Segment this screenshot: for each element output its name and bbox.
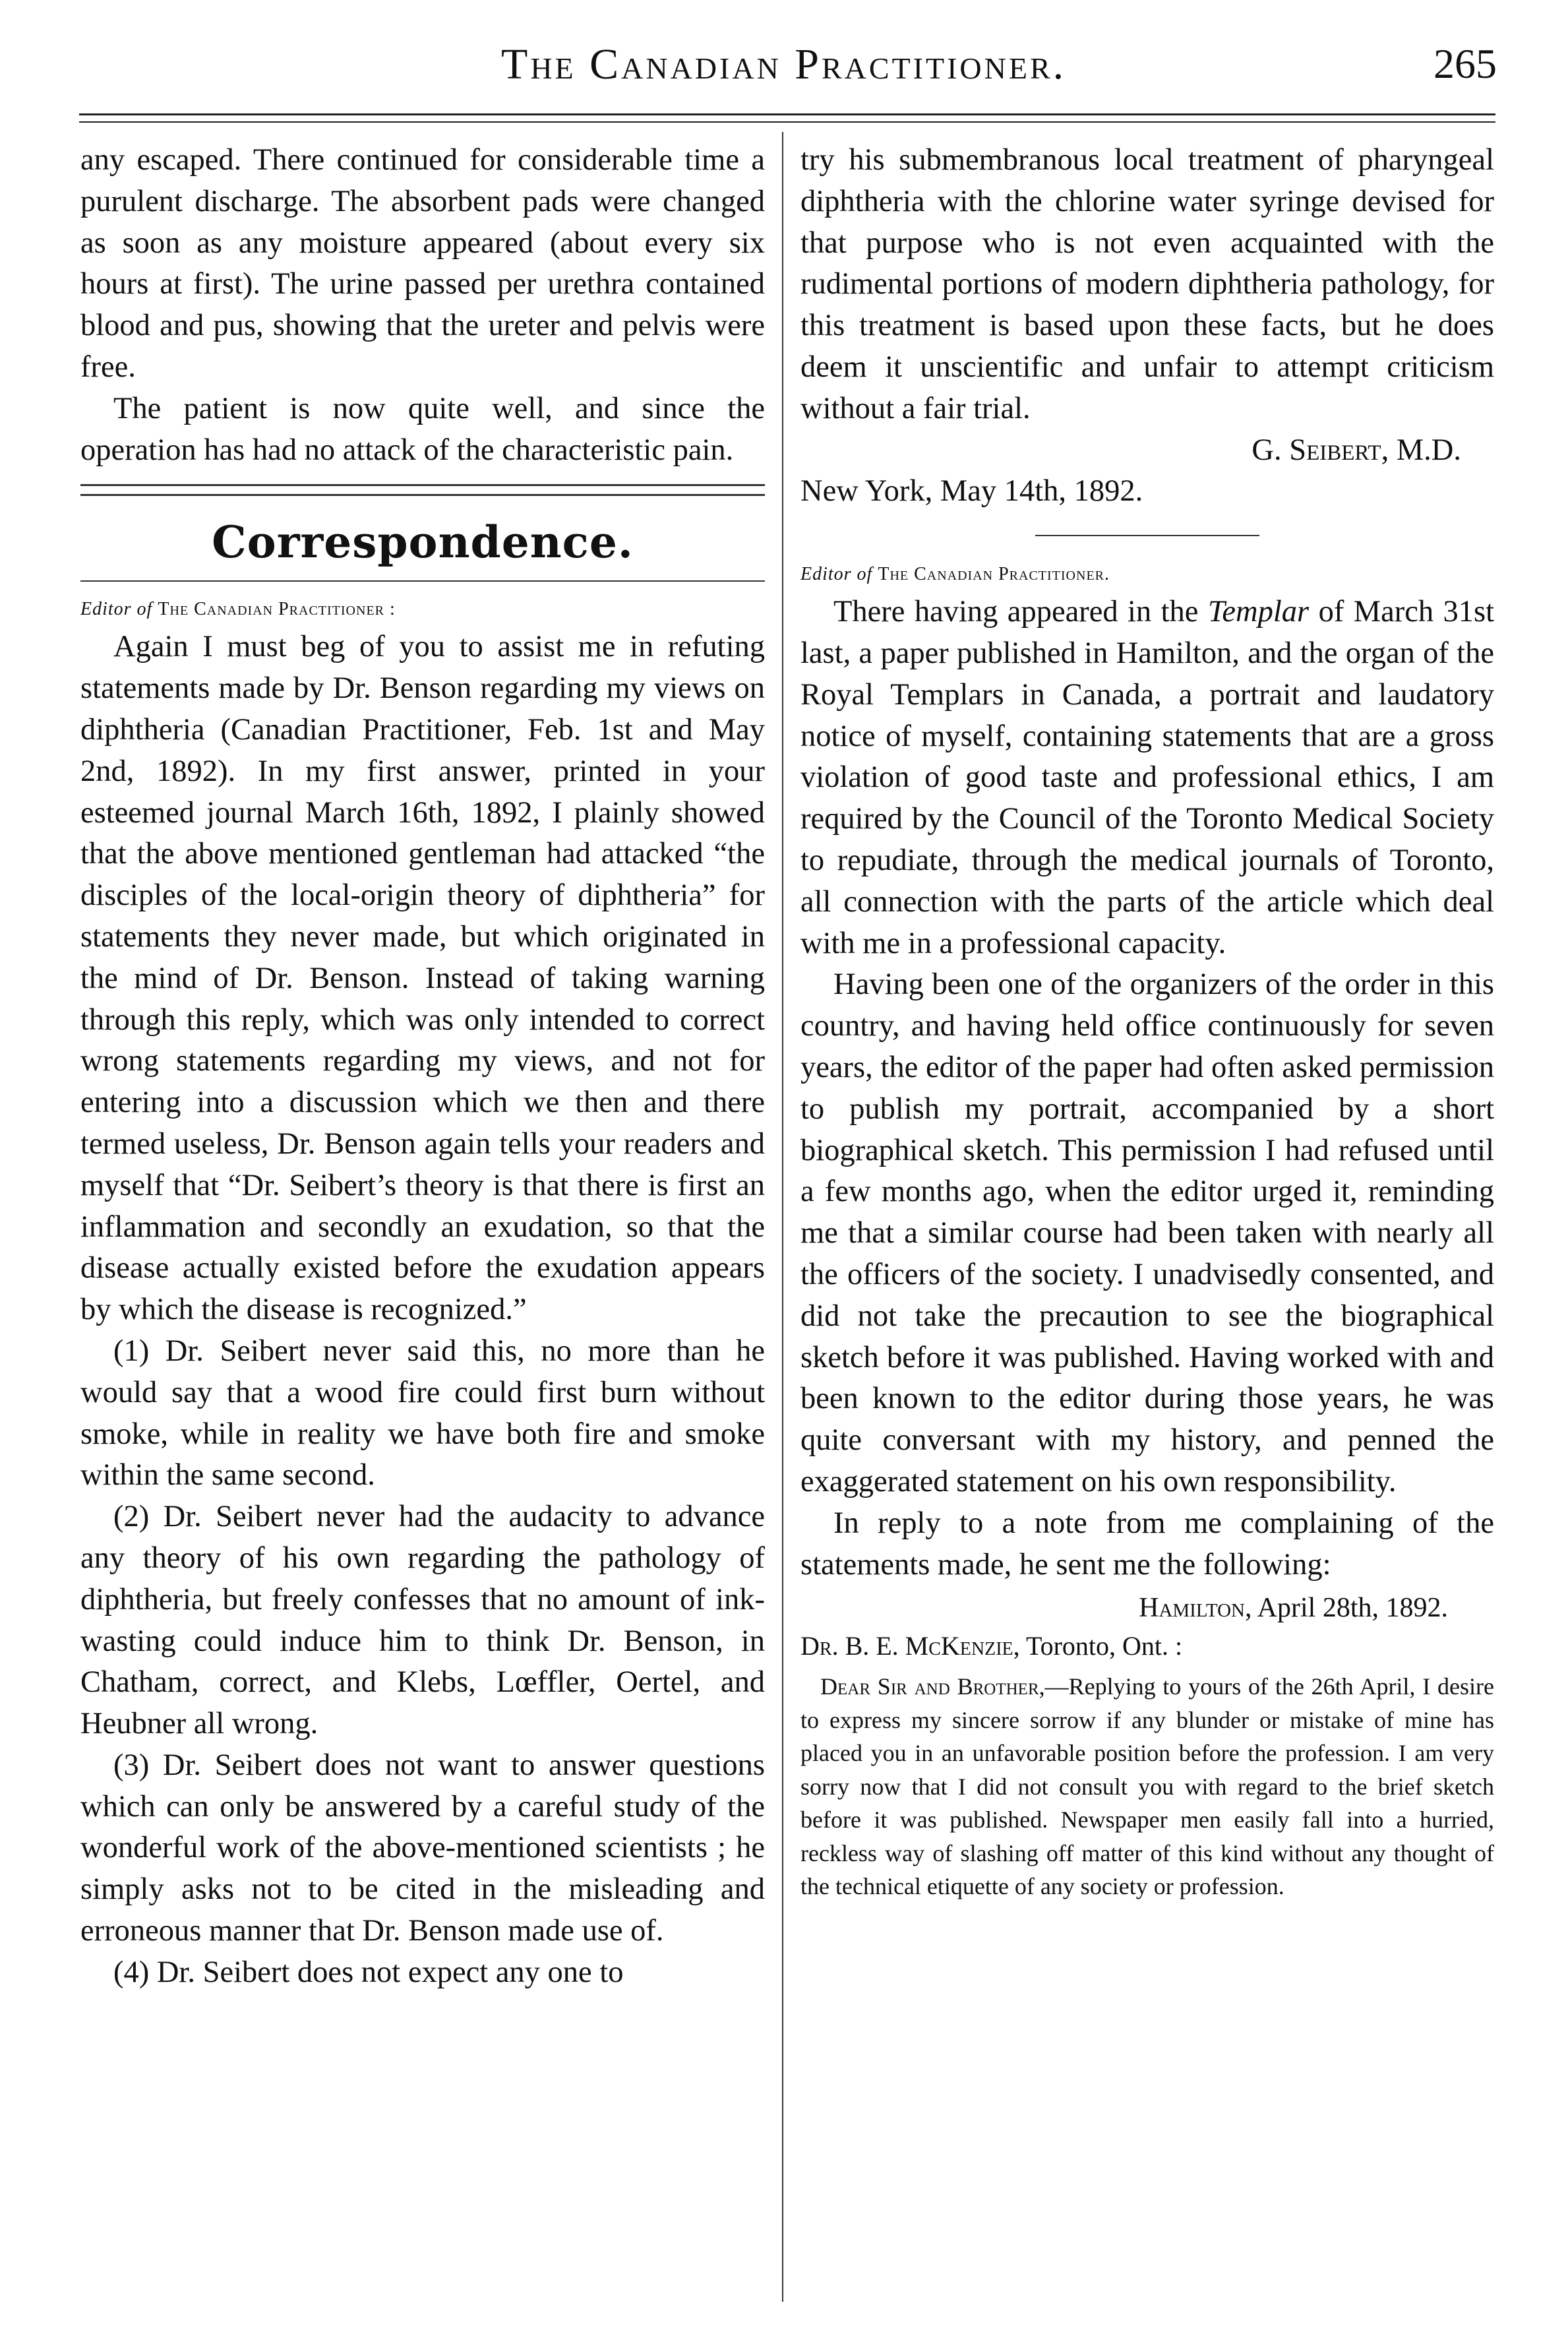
dateline: New York, May 14th, 1892. — [800, 474, 1143, 508]
journal-name: The Canadian Practitioner : — [158, 599, 396, 620]
paragraph-text: of March 31st last, a paper published in Hamilton, and the organ of the Royal Templars in Canada, a portrait and laudatory notice of myself, containing statements that are a gross violation of good taste and professional ethics, I am required by the Council of the Toronto Medical Society to repudiate, through the medical journals of Toronto, all connection with the parts of the article which deal with me in a professional capacity. — [800, 595, 1495, 960]
column-divider — [782, 132, 783, 2302]
letter-text: —Replying to yours of the 26th April, I desire to express my sincere sorrow if any blunder or mistake of mine has placed you in an unfavorable position before the profession. I am very sorry now that I did not consult you with regard to the brief sketch before it was published. Newspaper men easily fall into a hurried, reckless way of slashing off matter of this kind without any thought of the technical etiquette of any society or profession. — [800, 1673, 1494, 1900]
section-title: Correspondence. — [212, 516, 634, 569]
recipient-name: Dr. B. E. McKenzie, — [800, 1631, 1020, 1661]
quoted-letter-body — [800, 1670, 1494, 1903]
page-number: 265 — [1433, 40, 1497, 87]
letter-address — [80, 595, 765, 624]
header-rule-secondary — [79, 121, 1495, 123]
editor-of-label: Editor of — [800, 564, 873, 585]
letter-continuation: try his submembranous local treatment of pharyngeal diphtheria with the chlorine water syringe devised for that purpose who is not even acquainted with the rudimental portions of modern diphtheria pathology, for this treatment is based upon these facts, but he does deem it unscientific and unfair to attempt criticism without a fair trial. — [800, 143, 1494, 425]
letter-paragraph: In reply to a note from me complaining of the statements made, he sent me the following: — [800, 1506, 1494, 1582]
paragraph-text: There having appeared in the — [833, 595, 1208, 629]
recipient-place: Toronto, Ont. : — [1025, 1631, 1183, 1661]
page-header — [0, 0, 1568, 112]
case-report-conclusion: The patient is now quite well, and since the operation has had no attack of the characteristic pain. — [80, 391, 765, 467]
section-title-rule — [80, 580, 765, 582]
case-report-continuation: any escaped. There continued for considerable time a purulent discharge. The absorbent pads were changed as soon as any moisture appeared (about every six hours at first). The urine passed per urethra contained blood and pus, showing that the ureter and pelvis were free. — [80, 143, 765, 384]
letter-paragraph: Again I must beg of you to assist me in refuting statements made by Dr. Benson regarding my views on diphtheria (Canadian Practitioner, Feb. 1st and May 2nd, 1892). In my first answer, printed in your esteemed journal March 16th, 1892, I plainly showed that the above mentioned gentleman had attacked “the disciples of the local-origin theory of diphtheria” for statements they never made, but which originated in the mind of Dr. Benson. Instead of taking warning through this reply, which was only intended to correct wrong statements regarding my views, and not for entering into a discussion which we then and there termed useless, Dr. Benson again tells your readers and myself that “Dr. Seibert’s theory is that there is first an inflammation and secondly an exudation, so that the disease actually existed before the exudation appears by which the disease is recognized.” — [80, 630, 765, 1327]
letter-separator — [1035, 535, 1259, 536]
header-rule — [79, 113, 1495, 115]
running-title: The Canadian Practitioner. — [501, 40, 1067, 88]
left-column — [80, 140, 765, 1994]
numbered-point-2: (2) Dr. Seibert never had the audacity to advance any theory of his own regarding the pathology of diphtheria, but freely confesses that no amount of ink-wasting could induce him to think Dr. Benson, in Chatham, correct, and Klebs, Lœffler, Oertel, and Heubner all wrong. — [80, 1500, 765, 1741]
quoted-letter-recipient — [800, 1628, 1494, 1665]
letter-place: Hamilton, — [1139, 1593, 1252, 1624]
templar-title: Templar — [1207, 595, 1310, 629]
quoted-letter-heading — [800, 1588, 1494, 1628]
letter-address — [800, 560, 1494, 589]
signature: G. Seibert, M.D. — [1251, 433, 1461, 467]
journal-name: The Canadian Practitioner. — [878, 564, 1110, 585]
editor-of-label: Editor of — [80, 599, 153, 620]
letter-salutation: Dear Sir and Brother, — [820, 1673, 1045, 1700]
numbered-point-1: (1) Dr. Seibert never said this, no more than he would say that a wood fire could first burn without smoke, while in reality we have both fire and smoke within the same second. — [80, 1334, 765, 1493]
letter-paragraph — [800, 592, 1494, 964]
signature-line — [800, 430, 1494, 472]
letter-paragraph: Having been one of the organizers of the order in this country, and having held office continuously for seven years, the editor of the paper had often asked permission to publish my portrait, accompanied by a short biographical sketch. This permission I had refused until a few months ago, when the editor urged it, reminding me that a similar course had been taken with nearly all the officers of the society. I unadvisedly consented, and did not take the precaution to see the biographical sketch before it was published. Having worked with and been known to the editor during those years, he was quite conversant with my history, and penned the exaggerated statement on his own responsibility. — [800, 968, 1494, 1498]
numbered-point-4: (4) Dr. Seibert does not expect any one to — [113, 1955, 624, 1989]
section-separator — [80, 484, 765, 496]
numbered-point-3: (3) Dr. Seibert does not want to answer questions which can only be answered by a careful study of the wonderful work of the above-mentioned scientists ; he simply asks not to be cited in the misleading and erroneous manner that Dr. Benson made use of. — [80, 1748, 765, 1948]
right-column — [800, 140, 1494, 1903]
letter-date: April 28th, 1892. — [1257, 1593, 1448, 1624]
